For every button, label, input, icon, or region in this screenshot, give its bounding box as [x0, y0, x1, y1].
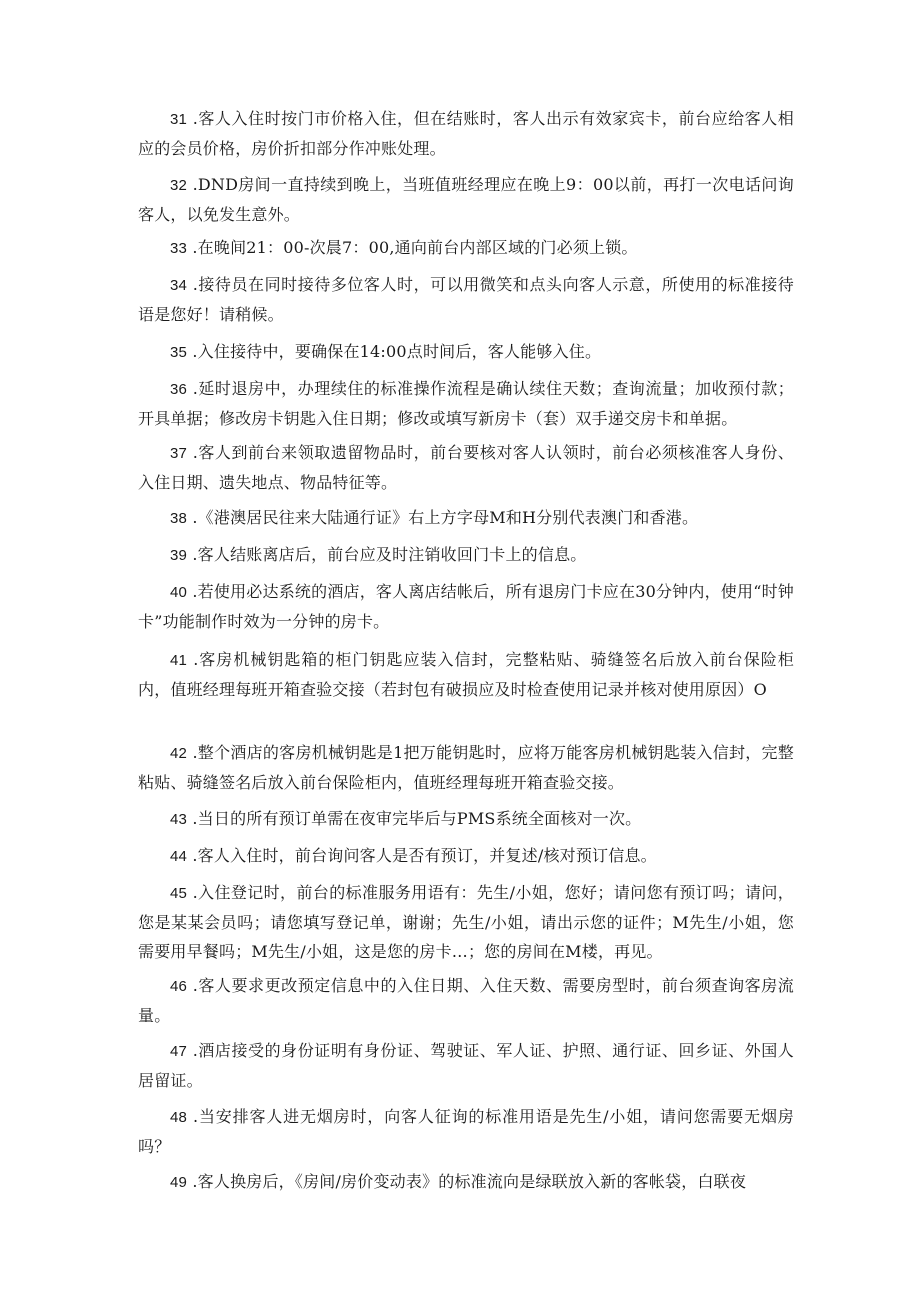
item-text: .客人换房后，《房间/房价变动表》的标准流向是绿联放入新的客帐袋，白联夜 — [187, 1172, 747, 1191]
item-text: .入住接待中，要确保在14:00点时间后，客人能够入住。 — [187, 342, 602, 361]
paragraph-43 — [138, 804, 794, 834]
paragraph-35 — [138, 337, 794, 367]
item-text: .客人入住时，前台询问客人是否有预订，并复述/核对预订信息。 — [187, 846, 657, 865]
item-text: .酒店接受的身份证明有身份证、驾驶证、军人证、护照、通行证、回乡证、外国人居留证。 — [138, 1041, 794, 1090]
paragraph-34 — [138, 270, 794, 329]
item-number: 33 — [170, 240, 188, 257]
paragraph-45 — [138, 878, 794, 966]
item-number: 45 — [170, 885, 188, 902]
paragraph-41 — [138, 645, 794, 704]
item-text: .若使用必达系统的酒店，客人离店结帐后，所有退房门卡应在30分钟内，使用“时钟卡”功能制作时效为一分钟的房卡。 — [138, 582, 794, 631]
item-number: 49 — [170, 1174, 188, 1191]
item-number: 31 — [170, 111, 188, 128]
item-number: 37 — [170, 445, 188, 462]
item-number: 36 — [170, 381, 188, 398]
paragraph-49 — [138, 1167, 794, 1197]
item-text: .客人要求更改预定信息中的入住日期、入住天数、需要房型时，前台须查询客房流量。 — [138, 976, 794, 1025]
item-text: .客人结账离店后，前台应及时注销收回门卡上的信息。 — [187, 545, 587, 564]
item-number: 43 — [170, 811, 188, 828]
item-text: .接待员在同时接待多位客人时，可以用微笑和点头向客人示意，所使用的标准接待语是您好！请稍候。 — [138, 275, 794, 324]
paragraph-46 — [138, 971, 794, 1030]
item-number: 41 — [170, 652, 188, 669]
paragraph-42 — [138, 738, 794, 797]
item-text: .客人入住时按门市价格入住，但在结账时，客人出示有效家宾卡，前台应给客人相应的会员价格，房价折扣部分作冲账处理。 — [138, 109, 794, 158]
item-number: 42 — [170, 745, 188, 762]
item-number: 35 — [170, 344, 188, 361]
paragraph-38 — [138, 503, 794, 533]
item-text: .当安排客人进无烟房时，向客人征询的标准用语是先生/小姐，请问您需要无烟房吗？ — [138, 1107, 794, 1156]
item-number: 40 — [170, 584, 188, 601]
item-text: .客人到前台来领取遗留物品时，前台要核对客人认领时，前台必须核准客人身份、入住日期、遗失地点、物品特征等。 — [138, 443, 794, 492]
paragraph-31 — [138, 104, 794, 163]
paragraph-39 — [138, 540, 794, 570]
item-text: .在晚间21：00-次晨7：00,通向前台内部区域的门必须上锁。 — [187, 238, 638, 257]
paragraph-47 — [138, 1036, 794, 1095]
item-number: 44 — [170, 848, 188, 865]
item-number: 39 — [170, 547, 188, 564]
paragraph-40 — [138, 577, 794, 636]
item-text: .客房机械钥匙箱的柜门钥匙应装入信封，完整粘贴、骑缝签名后放入前台保险柜内，值班经理每班开箱查验交接（若封包有破损应及时检查使用记录并核对使用原因）O — [138, 650, 794, 699]
item-number: 46 — [170, 978, 188, 995]
item-number: 38 — [170, 510, 188, 527]
item-text: .《港澳居民往来大陆通行证》右上方字母M和H分别代表澳门和香港。 — [187, 508, 699, 527]
item-text: .入住登记时，前台的标准服务用语有：先生/小姐，您好；请问您有预订吗；请问，您是某某会员吗；请您填写登记单，谢谢；先生/小姐，请出示您的证件；M先生/小姐，您需要用早餐吗；M先生/小姐，这是您的房卡…；您的房间在M楼，再见。 — [138, 883, 794, 961]
item-number: 34 — [170, 277, 188, 294]
paragraph-37 — [138, 438, 794, 497]
item-text: .DND房间一直持续到晚上，当班值班经理应在晚上9：00以前，再打一次电话问询客人，以免发生意外。 — [138, 175, 794, 224]
paragraph-32 — [138, 170, 794, 229]
item-number: 47 — [170, 1043, 188, 1060]
paragraph-33 — [138, 233, 794, 263]
item-text: .延时退房中，办理续住的标准操作流程是确认续住天数；查询流量；加收预付款；开具单据；修改房卡钥匙入住日期；修改或填写新房卡（套）双手递交房卡和单据。 — [138, 379, 794, 428]
paragraph-48 — [138, 1102, 794, 1161]
item-number: 48 — [170, 1109, 188, 1126]
item-text: .整个酒店的客房机械钥匙是1把万能钥匙时，应将万能客房机械钥匙装入信封，完整粘贴、骑缝签名后放入前台保险柜内，值班经理每班开箱查验交接。 — [138, 743, 794, 792]
item-number: 32 — [170, 177, 188, 194]
paragraph-36 — [138, 374, 794, 433]
paragraph-44 — [138, 841, 794, 871]
item-text: .当日的所有预订单需在夜审完毕后与PMS系统全面核对一次。 — [187, 809, 642, 828]
